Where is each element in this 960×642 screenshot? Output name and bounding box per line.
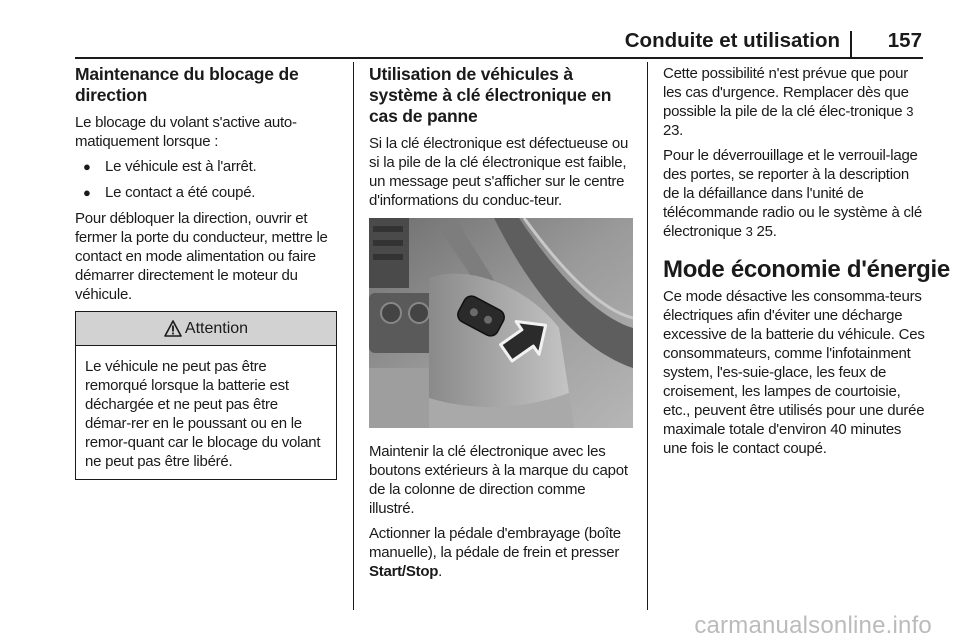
key-positioning-instructions: Maintenir la clé électronique avec les boutons extérieurs à la marque du capot de la colonne de direction comme illustré. (369, 443, 628, 517)
start-instructions: Actionner la pédale d'embrayage (boîte manuelle), la pédale de frein et presser Start/Stop. (369, 525, 621, 580)
watermark: carmanualsonline.info (694, 612, 932, 639)
warning-box (75, 311, 337, 480)
column-1 (75, 64, 343, 480)
door-lock-note: Pour le déverrouillage et le verrouil-lage des portes, se reporter à la description de la défaillance dans l'unité de télécommande radio ou le système à clé électronique 3 25. (663, 147, 922, 240)
bullet-icon: ● (83, 185, 91, 200)
header-divider-tick (850, 31, 852, 58)
page-number: 157 (887, 29, 922, 52)
steering-lock-conditions (75, 157, 343, 202)
figure-key-on-steering-column (369, 218, 633, 428)
steering-column-illustration (369, 218, 633, 428)
warning-text: Le véhicule ne peut pas être remorqué lorsque la batterie est déchargée et ne peut pas être démar-rer en le poussant ou en le remor-quant car le blocage du volant ne peut pas être libéré. (85, 358, 321, 470)
steering-lock-intro: Le blocage du volant s'active auto-matiquement lorsque : (75, 114, 297, 150)
running-header-title: Conduite et utilisation (624, 29, 840, 52)
bullet-icon: ● (83, 159, 91, 174)
warning-title: Attention (184, 319, 249, 337)
heading-steering-lock: Maintenance du blocage de direction (75, 64, 299, 105)
column-3 (663, 64, 950, 464)
page-reference-icon: 3 (745, 224, 753, 239)
start-stop-label: Start/Stop (369, 563, 439, 580)
list-item: ● Le contact a été coupé. (83, 184, 256, 201)
heading-energy-saving-mode: Mode économie d'énergie (663, 256, 950, 283)
column-separator-2 (647, 62, 648, 610)
emergency-note: Cette possibilité n'est prévue que pour les cas d'urgence. Remplacer dès que possible la pile de la clé élec-tronique 3 23. (663, 65, 914, 139)
heading-electronic-key-failure: Utilisation de véhicules à système à clé électronique en cas de panne (369, 64, 612, 126)
page-reference-icon: 3 (906, 104, 914, 119)
key-failure-intro: Si la clé électronique est défectueuse ou si la pile de la clé électronique est faible, un message peut s'afficher sur le centre d'informations du conduc-teur. (369, 135, 629, 209)
column-separator-1 (353, 62, 354, 610)
unlock-instructions: Pour débloquer la direction, ouvrir et fermer la porte du conducteur, mettre le contact en mode alimentation ou faire démarrer directement le moteur du véhicule. (75, 210, 328, 303)
warning-triangle-icon (164, 320, 182, 337)
header-rule (75, 57, 923, 59)
warning-header (76, 312, 336, 346)
column-2 (369, 64, 633, 587)
energy-saving-description: Ce mode désactive les consomma-teurs électriques afin d'éviter une décharge excessive de la batterie du véhicule. Ces consommateurs, comme l'infotainment system, l'es-suie-glace, les feux de croisement, les lampes de courtoisie, etc., peuvent être utilisés pour une durée maximale totale d'environ 40 minutes une fois le contact coupé. (663, 288, 925, 457)
list-item: ● Le véhicule est à l'arrêt. (83, 158, 257, 175)
